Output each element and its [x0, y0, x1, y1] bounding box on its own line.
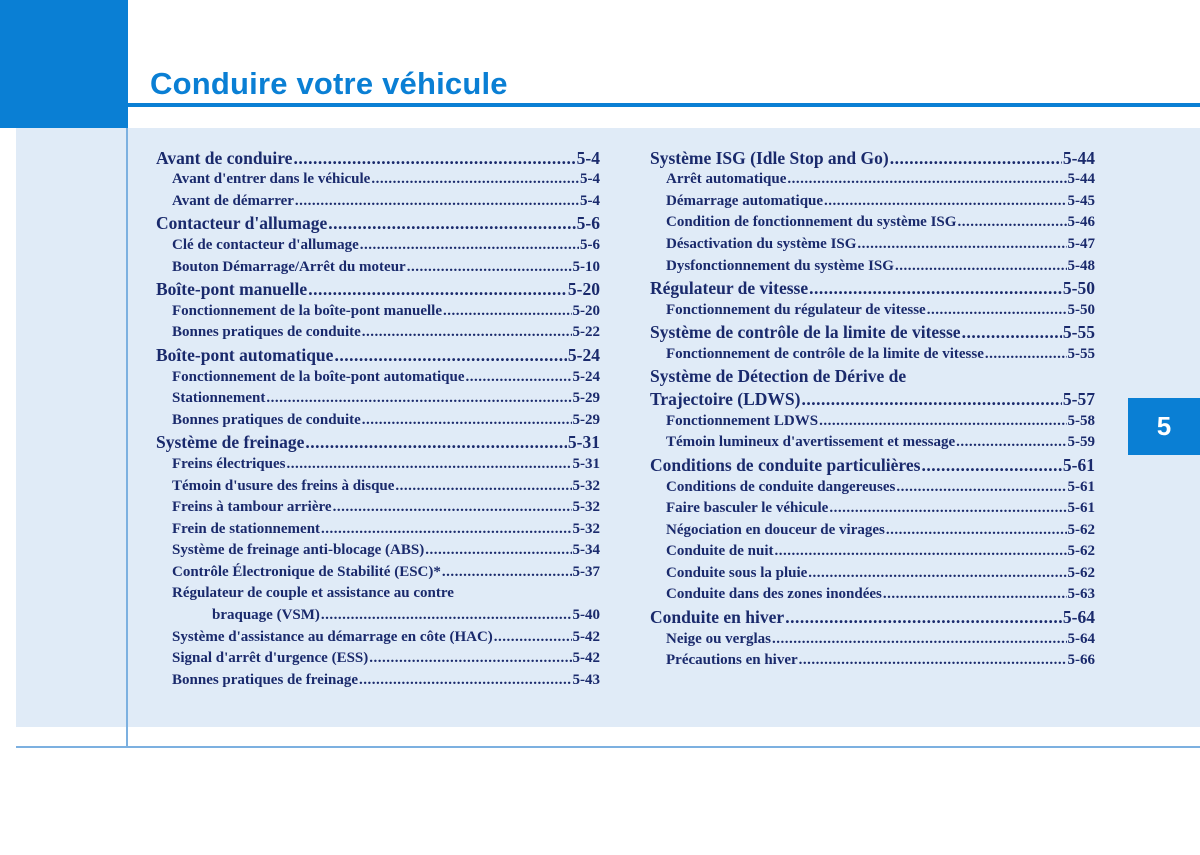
- toc-entry-title: Désactivation du système ISG: [666, 235, 857, 252]
- toc-section-entry[interactable]: [156, 212, 600, 235]
- toc-page-number: 5-66: [1067, 652, 1095, 669]
- toc-page-number: 5-48: [1067, 257, 1095, 274]
- toc-dot-leader: [802, 388, 1062, 410]
- toc-entry-title: Fonctionnement de la boîte-pont automatique: [172, 368, 465, 385]
- toc-dot-leader: [305, 431, 567, 453]
- toc-entry-title: Frein de stationnement: [172, 520, 321, 537]
- toc-dot-leader: [442, 562, 572, 583]
- toc-dot-leader: [286, 454, 571, 475]
- toc-dot-leader: [362, 322, 572, 343]
- toc-section-entry[interactable]: [156, 146, 600, 169]
- toc-entry-title: Dysfonctionnement du système ISG: [666, 257, 894, 274]
- toc-entry-title: Neige ou verglas: [666, 630, 771, 647]
- toc-page-number: 5-59: [1067, 434, 1095, 451]
- toc-subentry[interactable]: [156, 604, 600, 626]
- toc-entry-title: Conduite en hiver: [650, 607, 785, 628]
- toc-page-number: 5-31: [567, 432, 600, 453]
- toc-page-number: 5-55: [1062, 322, 1095, 343]
- toc-dot-leader: [333, 497, 572, 518]
- toc-dot-leader: [895, 256, 1067, 277]
- page-title: Conduire votre véhicule: [150, 66, 508, 101]
- toc-page-number: 5-24: [572, 368, 600, 385]
- toc-entry-title: Clé de contacteur d'allumage: [172, 236, 359, 253]
- toc-entry-title: Système de contrôle de la limite de vitesse: [650, 322, 961, 343]
- toc-page-number: 5-50: [1067, 301, 1095, 318]
- toc-subentry[interactable]: [650, 410, 1095, 432]
- toc-column-left: [156, 146, 600, 691]
- toc-page-number: 5-46: [1067, 214, 1095, 231]
- toc-page-number: 5-43: [572, 671, 600, 688]
- toc-dot-leader: [824, 191, 1066, 212]
- toc-entry-title: Conduite dans des zones inondées: [666, 586, 882, 603]
- toc-dot-leader: [369, 648, 571, 669]
- toc-dot-leader: [407, 257, 572, 278]
- toc-section-entry[interactable]: [650, 146, 1095, 169]
- toc-page-number: 5-32: [572, 477, 600, 494]
- toc-page-number: 5-62: [1067, 543, 1095, 560]
- toc-subentry[interactable]: [650, 343, 1095, 365]
- toc-entry-title: Fonctionnement de contrôle de la limite de vitesse: [666, 345, 984, 362]
- toc-entry-title: Trajectoire (LDWS): [650, 389, 801, 410]
- toc-subentry[interactable]: [156, 300, 600, 322]
- toc-section-entry[interactable]: [650, 321, 1095, 344]
- toc-dot-leader: [328, 212, 575, 234]
- toc-entry-title: Condition de fonctionnement du système ISG: [666, 214, 957, 231]
- toc-subentry[interactable]: [156, 322, 600, 344]
- toc-entry-title: Boîte-pont automatique: [156, 344, 334, 365]
- toc-subentry[interactable]: [156, 190, 600, 212]
- toc-page-number: 5-4: [580, 192, 600, 209]
- toc-dot-leader: [956, 432, 1066, 453]
- toc-dot-leader: [359, 670, 572, 691]
- toc-page-number: 5-4: [576, 147, 600, 168]
- toc-subentry[interactable]: Régulateur de couple et assistance au contre: [172, 584, 454, 601]
- toc-dot-leader: [371, 169, 579, 190]
- toc-subentry[interactable]: [650, 190, 1095, 212]
- toc-page-number: 5-62: [1067, 564, 1095, 581]
- toc-section-entry[interactable]: [156, 278, 600, 301]
- toc-entry-title: Système de freinage: [156, 432, 305, 453]
- toc-section-entry[interactable]: [650, 388, 1095, 411]
- toc-subentry[interactable]: [650, 476, 1095, 498]
- toc-dot-leader: [321, 519, 571, 540]
- toc-dot-leader: [787, 169, 1066, 190]
- toc-subentry[interactable]: [650, 233, 1095, 255]
- toc-page-number: 5-47: [1067, 235, 1095, 252]
- toc-dot-leader: [829, 498, 1066, 519]
- toc-page-number: 5-44: [1062, 147, 1095, 168]
- toc-subentry[interactable]: [156, 648, 600, 670]
- toc-section-entry[interactable]: [156, 431, 600, 454]
- toc-dot-leader: [362, 410, 572, 431]
- toc-subentry[interactable]: [650, 650, 1095, 672]
- toc-page-number: 5-29: [572, 390, 600, 407]
- toc-subentry[interactable]: [650, 541, 1095, 563]
- toc-subentry[interactable]: [156, 366, 600, 388]
- toc-entry-title: Système de freinage anti-blocage (ABS): [172, 542, 425, 559]
- toc-dot-leader: [266, 388, 571, 409]
- toc-page-number: 5-63: [1067, 586, 1095, 603]
- toc-subentry[interactable]: [650, 562, 1095, 584]
- toc-dot-leader: [985, 344, 1067, 365]
- toc-page-number: 5-32: [572, 520, 600, 537]
- toc-subentry[interactable]: [156, 497, 600, 519]
- toc-subentry[interactable]: [156, 561, 600, 583]
- toc-entry-title: Conduite de nuit: [666, 543, 774, 560]
- toc-entry-title: Démarrage automatique: [666, 192, 824, 209]
- toc-section-entry[interactable]: [650, 277, 1095, 300]
- toc-subentry[interactable]: [650, 169, 1095, 191]
- toc-entry-title: Témoin lumineux d'avertissement et message: [666, 434, 956, 451]
- toc-subentry[interactable]: [650, 584, 1095, 606]
- margin-rule: [126, 128, 128, 748]
- toc-subentry[interactable]: [650, 255, 1095, 277]
- toc-entry-title: Conditions de conduite dangereuses: [666, 478, 896, 495]
- toc-subentry[interactable]: [156, 388, 600, 410]
- toc-dot-leader: [293, 147, 575, 169]
- toc-dot-leader: [295, 191, 579, 212]
- toc-page-number: 5-45: [1067, 192, 1095, 209]
- toc-page-number: 5-24: [567, 344, 600, 365]
- toc-dot-leader: [921, 454, 1061, 476]
- toc-page-number: 5-61: [1067, 500, 1095, 517]
- toc-dot-leader: [425, 540, 571, 561]
- toc-page-number: 5-64: [1067, 630, 1095, 647]
- toc-entry-title: Freins à tambour arrière: [172, 499, 332, 516]
- toc-dot-leader: [896, 477, 1066, 498]
- toc-entry-title: Avant de démarrer: [172, 192, 294, 209]
- toc-page-number: 5-42: [572, 628, 600, 645]
- toc-page-number: 5-20: [567, 279, 600, 300]
- toc-page-number: 5-10: [572, 258, 600, 275]
- toc-entry-title: Contacteur d'allumage: [156, 213, 328, 234]
- toc-dot-leader: [443, 301, 572, 322]
- toc-dot-leader: [466, 367, 572, 388]
- toc-entry-title: Freins électriques: [172, 455, 286, 472]
- toc-subentry[interactable]: [156, 234, 600, 256]
- toc-entry-title: Bonnes pratiques de conduite: [172, 324, 361, 341]
- toc-page-number: 5-44: [1067, 171, 1095, 188]
- toc-dot-leader: [857, 234, 1066, 255]
- toc-page-number: 5-32: [572, 499, 600, 516]
- toc-dot-leader: [360, 235, 579, 256]
- toc-subentry[interactable]: [156, 453, 600, 475]
- toc-page-number: 5-50: [1062, 278, 1095, 299]
- toc-subentry[interactable]: [156, 409, 600, 431]
- toc-subentry[interactable]: [650, 628, 1095, 650]
- toc-entry-title: Précautions en hiver: [666, 652, 798, 669]
- toc-subentry[interactable]: [650, 299, 1095, 321]
- toc-subentry[interactable]: [156, 626, 600, 648]
- toc-entry-title: Fonctionnement LDWS: [666, 412, 819, 429]
- toc-page-number: 5-57: [1062, 389, 1095, 410]
- toc-entry-title: Négociation en douceur de virages: [666, 521, 885, 538]
- toc-subentry[interactable]: [650, 432, 1095, 454]
- toc-entry-title: Signal d'arrêt d'urgence (ESS): [172, 650, 369, 667]
- toc-entry-title: Système d'assistance au démarrage en côte (HAC): [172, 628, 493, 645]
- toc-entry-title: Témoin d'usure des freins à disque: [172, 477, 395, 494]
- toc-subentry[interactable]: [650, 519, 1095, 541]
- toc-dot-leader: [494, 627, 572, 648]
- toc-page-number: 5-31: [572, 455, 600, 472]
- toc-entry-title: Arrêt automatique: [666, 171, 787, 188]
- toc-page-number: 5-34: [572, 542, 600, 559]
- toc-page-number: 5-62: [1067, 521, 1095, 538]
- toc-subentry[interactable]: [650, 212, 1095, 234]
- toc-subentry[interactable]: [156, 669, 600, 691]
- toc-entry-title: braquage (VSM): [212, 607, 320, 624]
- toc-page-number: 5-61: [1062, 454, 1095, 475]
- toc-section-heading[interactable]: Système de Détection de Dérive de: [650, 365, 907, 386]
- toc-subentry[interactable]: [156, 475, 600, 497]
- toc-entry-title: Fonctionnement du régulateur de vitesse: [666, 301, 926, 318]
- toc-entry-title: Bonnes pratiques de conduite: [172, 411, 361, 428]
- title-rule: [128, 103, 1200, 107]
- toc-entry-title: Boîte-pont manuelle: [156, 279, 308, 300]
- toc-subentry[interactable]: [156, 169, 600, 191]
- toc-dot-leader: [808, 563, 1066, 584]
- toc-page-number: 5-29: [572, 411, 600, 428]
- toc-entry-title: Contrôle Électronique de Stabilité (ESC)*: [172, 563, 441, 580]
- toc-page-number: 5-61: [1067, 478, 1095, 495]
- toc-page-number: 5-55: [1067, 345, 1095, 362]
- toc-page-number: 5-6: [580, 236, 600, 253]
- toc-entry-title: Stationnement: [172, 390, 266, 407]
- toc-dot-leader: [775, 541, 1067, 562]
- toc-page-number: 5-22: [572, 324, 600, 341]
- toc-entry-title: Fonctionnement de la boîte-pont manuelle: [172, 302, 442, 319]
- toc-page-number: 5-4: [580, 171, 600, 188]
- toc-dot-leader: [962, 321, 1062, 343]
- toc-dot-leader: [785, 606, 1062, 628]
- toc-entry-title: Avant de conduire: [156, 147, 293, 168]
- toc-entry-title: Système ISG (Idle Stop and Go): [650, 147, 889, 168]
- toc-dot-leader: [819, 411, 1066, 432]
- toc-entry-title: Bonnes pratiques de freinage: [172, 671, 358, 688]
- toc-subentry[interactable]: [156, 540, 600, 562]
- toc-section-entry[interactable]: [650, 605, 1095, 628]
- toc-page-number: 5-42: [572, 650, 600, 667]
- toc-dot-leader: [809, 277, 1062, 299]
- toc-entry-title: Bouton Démarrage/Arrêt du moteur: [172, 258, 406, 275]
- toc-page-number: 5-6: [576, 213, 600, 234]
- toc-page-number: 5-20: [572, 302, 600, 319]
- toc-dot-leader: [927, 300, 1067, 321]
- toc-dot-leader: [890, 147, 1062, 169]
- toc-entry-title: Avant d'entrer dans le véhicule: [172, 171, 371, 188]
- toc-subentry[interactable]: [156, 518, 600, 540]
- toc-subentry[interactable]: [156, 256, 600, 278]
- corner-color-block: [0, 0, 128, 128]
- toc-section-entry[interactable]: [650, 453, 1095, 476]
- toc-dot-leader: [957, 212, 1066, 233]
- toc-subentry[interactable]: [650, 498, 1095, 520]
- toc-page-number: 5-58: [1067, 412, 1095, 429]
- toc-section-entry[interactable]: [156, 343, 600, 366]
- toc-column-right: [650, 146, 1095, 671]
- toc-page-number: 5-40: [572, 607, 600, 624]
- chapter-number: 5: [1156, 411, 1172, 441]
- bottom-rule: [16, 746, 1200, 748]
- toc-dot-leader: [799, 650, 1067, 671]
- toc-entry-title: Conduite sous la pluie: [666, 564, 808, 581]
- toc-dot-leader: [886, 520, 1067, 541]
- toc-entry-title: Régulateur de vitesse: [650, 278, 809, 299]
- toc-entry-title: Faire basculer le véhicule: [666, 500, 829, 517]
- toc-dot-leader: [395, 476, 571, 497]
- toc-entry-title: Conditions de conduite particulières: [650, 454, 921, 475]
- toc-dot-leader: [883, 584, 1067, 605]
- toc-dot-leader: [308, 278, 567, 300]
- toc-page-number: 5-37: [572, 563, 600, 580]
- toc-dot-leader: [321, 605, 572, 626]
- toc-page-number: 5-64: [1062, 607, 1095, 628]
- toc-dot-leader: [772, 629, 1067, 650]
- toc-dot-leader: [334, 344, 566, 366]
- chapter-tab[interactable]: [1128, 398, 1200, 455]
